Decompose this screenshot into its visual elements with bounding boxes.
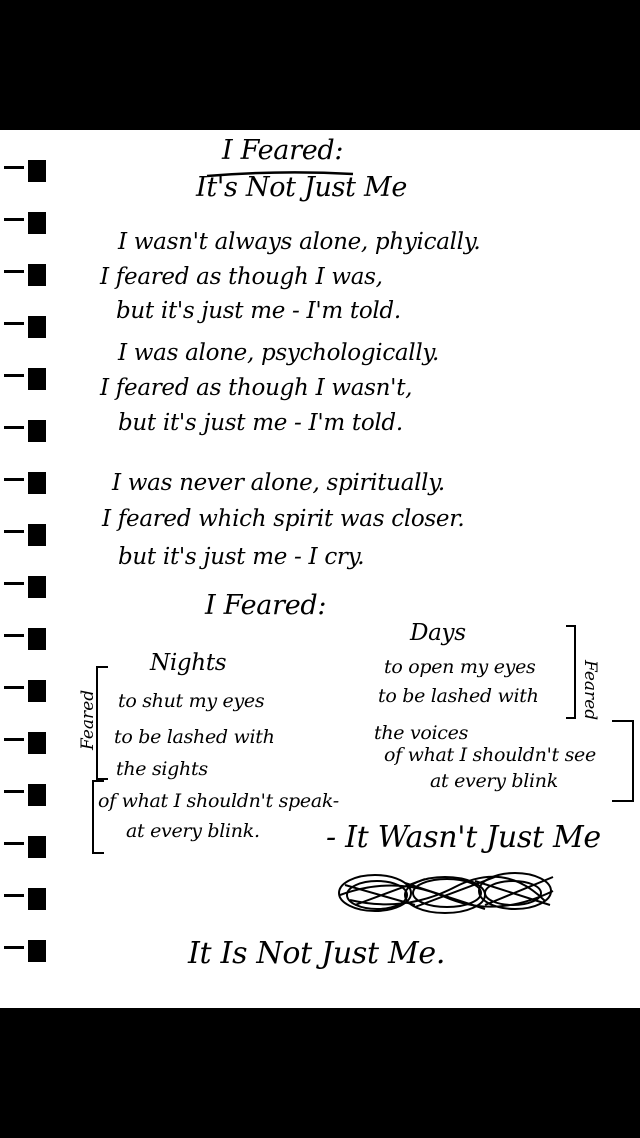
- heading-feared-2: I Feared:: [205, 590, 327, 621]
- days-bracket-outer: [612, 720, 634, 802]
- nights-bracket-label: Feared: [78, 689, 98, 750]
- nights-line1: to shut my eyes: [118, 690, 265, 712]
- scribble-crossout: [335, 865, 560, 925]
- days-line2: to be lashed with: [378, 685, 539, 707]
- closing-line: It Is Not Just Me.: [188, 936, 446, 971]
- days-line1: to open my eyes: [384, 656, 536, 678]
- stanza1-line2: I feared as though I was,: [100, 264, 383, 290]
- nights-line3: the sights: [116, 758, 208, 780]
- wasnt-just-me: - It Wasn't Just Me: [326, 820, 601, 855]
- days-bracket: [566, 625, 576, 719]
- stanza1-line1: I wasn't always alone, phyically.: [118, 229, 481, 255]
- days-line3: the voices: [374, 722, 469, 744]
- stanza1-line3: but it's just me - I'm told.: [116, 298, 401, 324]
- stanza2-line3: but it's just me - I'm told.: [118, 410, 403, 436]
- stanza2-line2: I feared as though I wasn't,: [100, 375, 413, 401]
- nights-bracket-outer: [92, 780, 104, 854]
- nights-title: Nights: [150, 650, 227, 676]
- nights-line4: of what I shouldn't speak-: [98, 790, 339, 812]
- stanza3-line3: but it's just me - I cry.: [118, 544, 365, 570]
- notebook-page: [0, 130, 640, 1008]
- stanza3-line2: I feared which spirit was closer.: [102, 506, 465, 532]
- nights-line2: to be lashed with: [114, 726, 275, 748]
- days-title: Days: [410, 620, 466, 646]
- days-line5: at every blink: [430, 770, 558, 792]
- poem-subtitle: It's Not Just Me: [196, 172, 408, 203]
- days-bracket-label: Feared: [580, 660, 600, 721]
- nights-line5: at every blink.: [126, 820, 260, 842]
- stanza2-line1: I was alone, psychologically.: [118, 340, 440, 366]
- days-line4: of what I shouldn't see: [384, 744, 596, 766]
- spiral-binding: [0, 130, 50, 1008]
- stanza3-line1: I was never alone, spiritually.: [112, 470, 445, 496]
- poem-title: I Feared:: [222, 135, 344, 166]
